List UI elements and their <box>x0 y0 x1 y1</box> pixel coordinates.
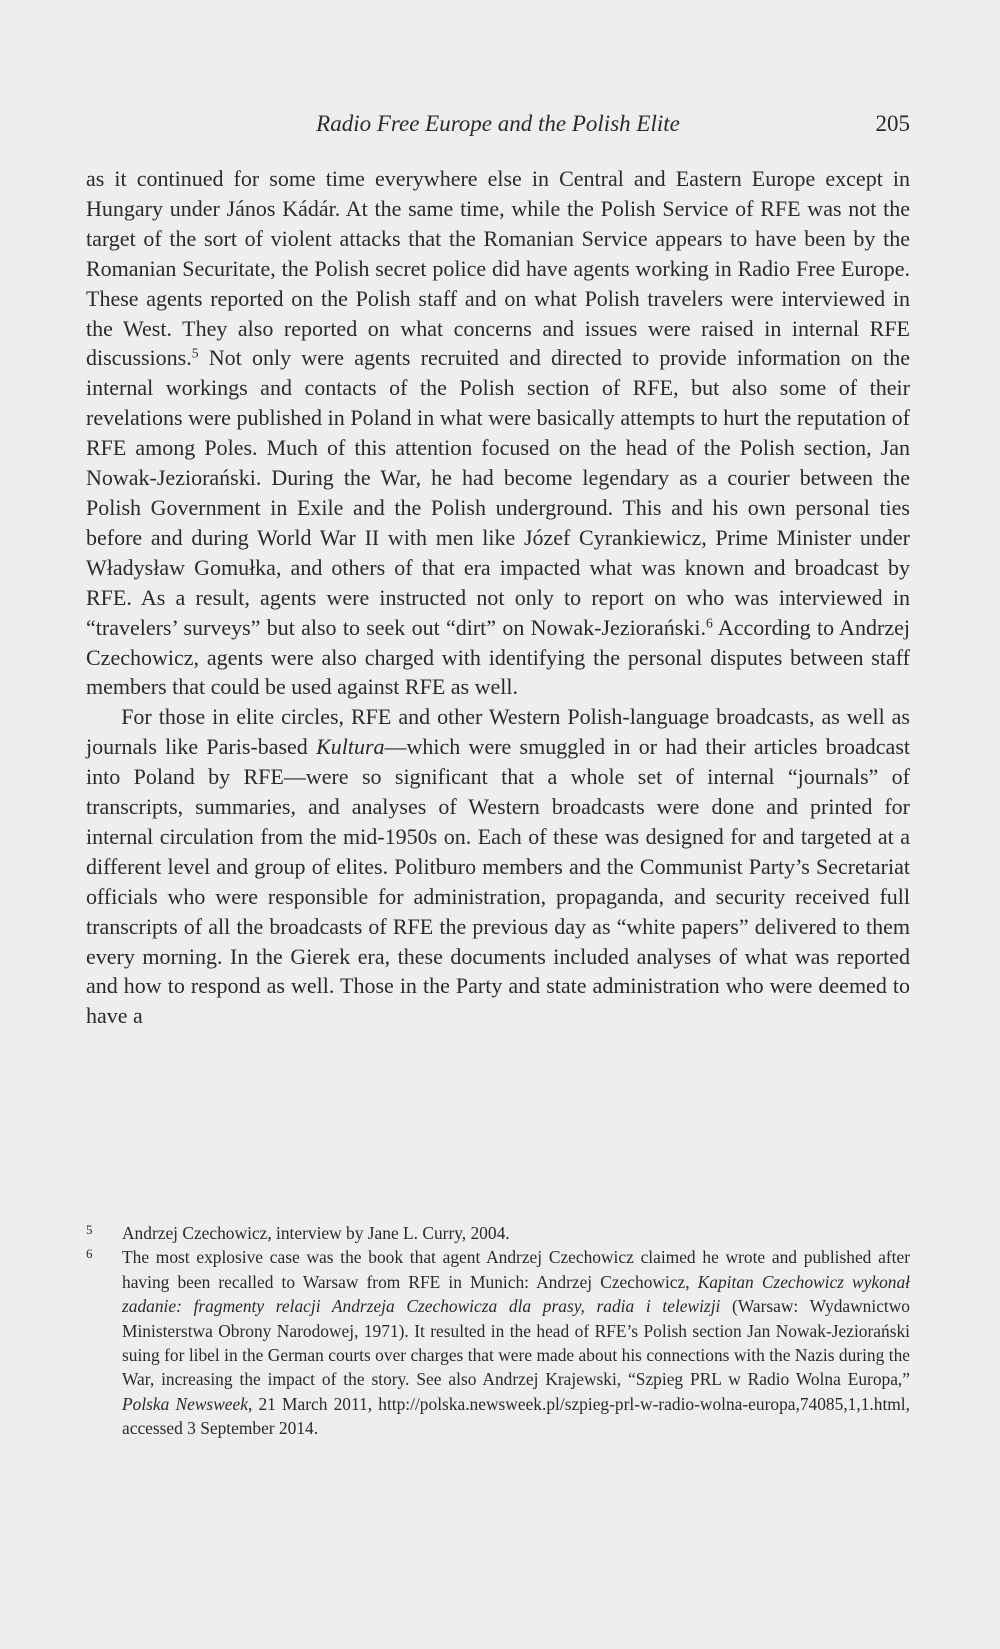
running-title: Radio Free Europe and the Polish Elite <box>316 111 680 136</box>
paragraph-1-part-c: According to Andrzej Czechowicz, agents were also charged with identifying the personal disputes between staff members that could be used against RFE as well. <box>86 614 910 700</box>
paragraph-2-part-b: —which were smuggled in or had their articles broadcast into Poland by RFE—were so significant that a whole set of internal “journals” of transcripts, summaries, and analyses of Western broadcasts were done and printed for internal circulation from the mid-1950s on. Each of these was designed for and targeted at a different level and group of elites. Politburo members and the Communist Party’s Secretariat officials who were responsible for administration, propaganda, and security received full transcripts of all the broadcasts of RFE the previous day as “white papers” delivered to them every morning. In the Gierek era, these documents included analyses of what was reported and how to respond as well. Those in the Party and state administration who were deemed to have a <box>86 734 910 1029</box>
footnote-text-part-1: The most explosive case was the book that agent Andrzej Czechowicz claimed he wrote and published after having been recalled to Warsaw from RFE in Munich: Andrzej Czechowicz, <box>122 1247 910 1292</box>
magazine-title: Polska Newsweek <box>122 1393 248 1414</box>
running-head <box>86 104 910 144</box>
paragraph-1-part-a: as it continued for some time everywhere else in Central and Eastern Europe except in Hungary under János Kádár. At the same time, while the Polish Service of RFE was not the target of the sort of violent attacks that the Romanian Service appears to have been by the Romanian Securitate, the Polish secret police did have agents working in Radio Free Europe. These agents reported on the Polish staff and on what Polish travelers were interviewed in the West. They also reported on what concerns and issues were raised in internal RFE discussions. <box>86 166 910 371</box>
footnote-text-part-3: , 21 March 2011, http://polska.newsweek.pl/szpieg-prl-w-radio-wolna-europa,74085,1,1.html, accessed 3 September 2014. <box>122 1393 910 1439</box>
paragraph-2-part-a: For those in elite circles, RFE and other Western Polish-language broadcasts, as well as journals like Paris-based <box>86 704 910 760</box>
footnote-number: 5 <box>86 1222 93 1237</box>
footnote-text: Andrzej Czechowicz, interview by Jane L. Curry, 2004. <box>122 1223 510 1243</box>
footnote-5 <box>86 1221 910 1245</box>
paragraph-2 <box>86 702 910 1031</box>
journal-title-kultura: Kultura <box>316 734 385 760</box>
paragraph-1-part-b: Not only were agents recruited and directed to provide information on the internal workings and contacts of the Polish section of RFE, but also some of their revelations were published in Poland in what were basically attempts to hurt the reputation of RFE among Poles. Much of this attention focused on the head of the Polish section, Jan Nowak-Jeziorański. During the War, he had become legendary as a courier between the Polish Government in Exile and the Polish underground. This and his own personal ties before and during World War II with men like Józef Cyrankiewicz, Prime Minister under Władysław Gomułka, and others of that era impacted what was known and broadcast by RFE. As a result, agents were instructed not only to report on who was interviewed in “travelers’ surveys” but also to seek out “dirt” on Nowak-Jeziorański. <box>86 345 910 640</box>
book-title: Kapitan Czechowicz wykonał zadanie: fragmenty relacji Andrzeja Czechowicza dla prasy, radia i telewizji <box>122 1271 910 1317</box>
footnote-ref-6: 6 <box>705 615 713 631</box>
page-number: 205 <box>875 111 910 136</box>
paragraph-1 <box>86 164 910 702</box>
footnotes <box>86 1221 910 1441</box>
footnote-6 <box>86 1245 910 1440</box>
footnote-text-part-2: (Warsaw: Wydawnictwo Ministerstwa Obrony Narodowej, 1971). It resulted in the head of RFE’s Polish section Jan Nowak-Jeziorański suing for libel in the German courts over charges that were made about his connections with the Nazis during the War, increasing the impact of the story. See also Andrzej Krajewski, “Szpieg PRL w Radio Wolna Europa,” <box>122 1296 911 1390</box>
footnote-ref-5: 5 <box>191 345 199 361</box>
body-text <box>86 164 910 1031</box>
footnote-number: 6 <box>86 1246 93 1262</box>
